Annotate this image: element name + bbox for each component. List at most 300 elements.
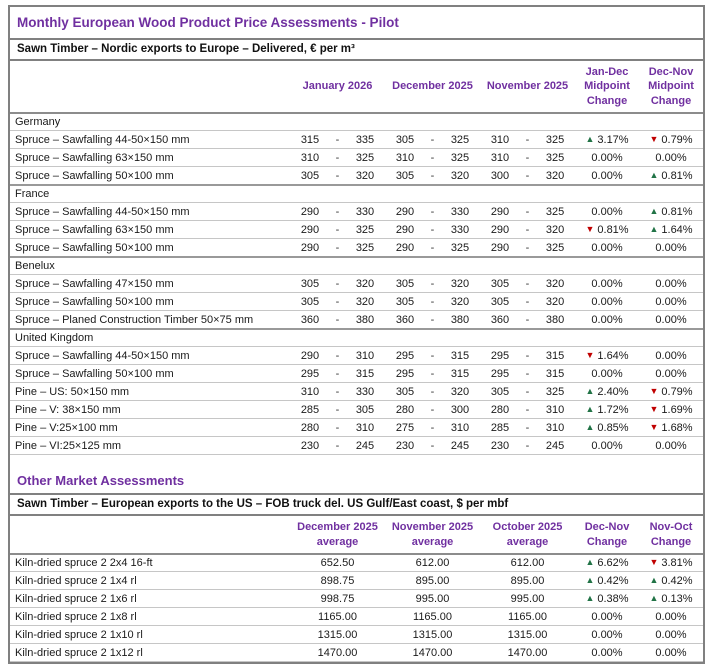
change-value: 3.81% [661,557,693,570]
col-header-dec-nov-change: Dec-Nov Change [575,516,639,554]
change-value: 0.00% [591,295,623,308]
average-value-cell: 998.75 [290,590,385,608]
range-max-cell: 310 [345,347,385,365]
average-value-cell: 1470.00 [385,644,480,662]
change-value: 0.13% [661,592,693,605]
col-header-december-2025-average: December 2025 average [290,516,385,554]
range-dash: - [520,149,535,167]
range-max-cell: 330 [345,383,385,401]
nordic-table-body [10,113,703,455]
table-row [10,149,703,167]
change-cell [575,347,639,365]
table-row [10,383,703,401]
range-max-cell: 320 [345,293,385,311]
change-cell [575,275,639,293]
range-dash: - [330,275,345,293]
change-cell [639,311,703,329]
range-max-cell: 320 [345,167,385,185]
range-dash: - [520,203,535,221]
range-min-cell: 295 [290,365,330,383]
range-dash: - [425,311,440,329]
change-value: 0.00% [591,241,623,254]
change-value: 0.00% [655,367,687,380]
range-dash: - [520,167,535,185]
change-cell [639,239,703,257]
change-value: 0.00% [655,628,687,641]
range-dash: - [330,347,345,365]
change-value: 1.64% [597,349,629,362]
range-min-cell: 305 [385,383,425,401]
up-triangle-icon: ▲ [649,205,659,216]
range-min-cell: 290 [290,221,330,239]
range-min-cell: 230 [480,437,520,455]
average-value-cell: 1165.00 [290,608,385,626]
range-min-cell: 295 [385,347,425,365]
us-exports-header-row [10,516,703,554]
range-min-cell: 295 [480,365,520,383]
up-triangle-icon: ▲ [585,421,595,432]
product-column-header-blank [10,516,290,554]
col-header-jan-dec-midpoint-change: Jan-Dec Midpoint Change [575,61,639,113]
range-dash: - [520,239,535,257]
col-header-nov-oct-change: Nov-Oct Change [639,516,703,554]
average-value-cell: 612.00 [480,554,575,572]
down-triangle-icon: ▼ [649,403,659,414]
col-header-october-2025-average: October 2025 average [480,516,575,554]
change-cell [575,644,639,662]
range-dash: - [425,275,440,293]
product-cell: Spruce – Sawfalling 47×150 mm [10,275,290,293]
range-max-cell: 310 [345,419,385,437]
table-row [10,239,703,257]
change-value: 2.40% [597,385,629,398]
down-triangle-icon: ▼ [585,349,595,360]
range-dash: - [520,365,535,383]
col-header-dec-nov-midpoint-change: Dec-Nov Midpoint Change [639,61,703,113]
change-cell [639,644,703,662]
table-row [10,311,703,329]
range-dash: - [330,239,345,257]
range-max-cell: 310 [440,419,480,437]
table-row [10,167,703,185]
change-cell [639,590,703,608]
up-triangle-icon: ▲ [649,592,659,603]
range-max-cell: 330 [345,203,385,221]
range-min-cell: 285 [290,401,330,419]
product-cell: Spruce – Sawfalling 63×150 mm [10,149,290,167]
down-triangle-icon: ▼ [649,421,659,432]
change-cell [639,221,703,239]
col-header-january-2026: January 2026 [290,61,385,113]
other-market-heading: Other Market Assessments [10,469,703,495]
average-value-cell: 1165.00 [385,608,480,626]
change-cell [639,275,703,293]
section-row [10,329,703,347]
range-dash: - [330,419,345,437]
range-min-cell: 310 [480,149,520,167]
range-dash: - [425,401,440,419]
range-min-cell: 305 [385,167,425,185]
change-cell [575,626,639,644]
range-max-cell: 315 [345,365,385,383]
range-min-cell: 230 [385,437,425,455]
average-value-cell: 1165.00 [480,608,575,626]
nordic-exports-section [10,40,703,455]
down-triangle-icon: ▼ [585,223,595,234]
range-max-cell: 245 [535,437,575,455]
up-triangle-icon: ▲ [585,592,595,603]
change-value: 0.00% [655,439,687,452]
range-dash: - [425,149,440,167]
range-dash: - [425,419,440,437]
range-dash: - [425,167,440,185]
change-value: 0.00% [655,313,687,326]
change-cell [639,131,703,149]
change-cell [575,554,639,572]
change-cell [639,365,703,383]
range-dash: - [330,131,345,149]
range-max-cell: 325 [535,383,575,401]
change-value: 0.00% [655,295,687,308]
change-value: 0.42% [597,574,629,587]
product-cell: Spruce – Sawfalling 50×100 mm [10,167,290,185]
range-min-cell: 305 [385,275,425,293]
change-value: 0.81% [597,223,629,236]
page-title: Monthly European Wood Product Price Assessments - Pilot [10,7,703,40]
down-triangle-icon: ▼ [649,385,659,396]
range-max-cell: 320 [440,293,480,311]
range-min-cell: 310 [480,131,520,149]
product-cell: Spruce – Sawfalling 50×100 mm [10,239,290,257]
up-triangle-icon: ▲ [585,403,595,414]
product-cell: Spruce – Sawfalling 63×150 mm [10,221,290,239]
range-dash: - [330,437,345,455]
section-row [10,185,703,203]
range-dash: - [425,347,440,365]
table-row [10,572,703,590]
change-cell [639,401,703,419]
change-value: 6.62% [597,557,629,570]
change-cell [639,437,703,455]
range-dash: - [520,221,535,239]
range-min-cell: 280 [290,419,330,437]
range-dash: - [425,437,440,455]
range-max-cell: 335 [345,131,385,149]
range-max-cell: 325 [440,149,480,167]
product-cell: Spruce – Sawfalling 50×100 mm [10,293,290,311]
range-dash: - [425,239,440,257]
average-value-cell: 652.50 [290,554,385,572]
range-dash: - [330,203,345,221]
change-cell [575,437,639,455]
range-min-cell: 360 [290,311,330,329]
range-min-cell: 305 [480,293,520,311]
change-value: 3.17% [597,133,629,146]
range-dash: - [425,293,440,311]
product-cell: Kiln-dried spruce 2 2x4 16-ft [10,554,290,572]
change-cell [639,572,703,590]
down-triangle-icon: ▼ [649,557,659,568]
range-max-cell: 320 [440,275,480,293]
table-row [10,221,703,239]
range-dash: - [520,401,535,419]
range-dash: - [330,293,345,311]
report-frame [8,5,705,664]
us-exports-table [10,516,703,662]
change-cell [639,167,703,185]
change-value: 0.79% [661,133,693,146]
change-value: 0.42% [661,574,693,587]
range-dash: - [425,221,440,239]
range-dash: - [330,149,345,167]
range-min-cell: 290 [385,239,425,257]
nordic-price-table [10,61,703,455]
range-min-cell: 305 [480,383,520,401]
change-value: 0.00% [591,367,623,380]
change-value: 0.00% [655,277,687,290]
range-min-cell: 290 [480,221,520,239]
range-dash: - [520,347,535,365]
change-cell [639,554,703,572]
down-triangle-icon: ▼ [649,133,659,144]
section-label: Germany [10,113,703,131]
section-label: France [10,185,703,203]
range-min-cell: 310 [290,149,330,167]
table-row [10,275,703,293]
change-value: 0.00% [591,646,623,659]
range-max-cell: 320 [535,275,575,293]
range-max-cell: 380 [535,311,575,329]
range-min-cell: 275 [385,419,425,437]
table-row [10,401,703,419]
product-cell: Pine – VI:25×125 mm [10,437,290,455]
range-max-cell: 380 [440,311,480,329]
range-min-cell: 360 [480,311,520,329]
table-row [10,293,703,311]
range-max-cell: 380 [345,311,385,329]
other-market-section [10,469,703,662]
change-cell [575,131,639,149]
average-value-cell: 1315.00 [480,626,575,644]
change-value: 0.00% [591,610,623,623]
range-min-cell: 290 [290,203,330,221]
change-cell [639,419,703,437]
range-max-cell: 325 [345,221,385,239]
range-min-cell: 305 [385,293,425,311]
table-row [10,131,703,149]
average-value-cell: 895.00 [480,572,575,590]
range-min-cell: 310 [385,149,425,167]
up-triangle-icon: ▲ [649,574,659,585]
table-row [10,626,703,644]
table-row [10,590,703,608]
us-exports-subtitle: Sawn Timber – European exports to the US – FOB truck del. US Gulf/East coast, $ per mbf [10,495,703,516]
range-max-cell: 325 [535,203,575,221]
change-value: 1.72% [597,403,629,416]
change-value: 0.00% [591,313,623,326]
change-value: 0.00% [655,241,687,254]
range-dash: - [520,383,535,401]
change-cell [575,203,639,221]
change-value: 0.00% [591,169,623,182]
change-cell [575,239,639,257]
range-min-cell: 295 [385,365,425,383]
change-cell [575,293,639,311]
range-dash: - [520,293,535,311]
up-triangle-icon: ▲ [649,169,659,180]
table-row [10,203,703,221]
product-cell: Spruce – Sawfalling 44-50×150 mm [10,347,290,365]
range-dash: - [425,203,440,221]
table-row [10,419,703,437]
nordic-table-subtitle: Sawn Timber – Nordic exports to Europe – Delivered, € per m³ [10,40,703,61]
product-cell: Kiln-dried spruce 2 1x4 rl [10,572,290,590]
change-value: 0.81% [661,169,693,182]
us-exports-table-body [10,554,703,662]
up-triangle-icon: ▲ [585,385,595,396]
range-max-cell: 325 [440,131,480,149]
range-min-cell: 280 [480,401,520,419]
change-cell [575,383,639,401]
product-cell: Kiln-dried spruce 2 1x8 rl [10,608,290,626]
range-max-cell: 325 [440,239,480,257]
range-max-cell: 325 [535,239,575,257]
change-cell [575,167,639,185]
change-cell [639,149,703,167]
range-min-cell: 310 [290,383,330,401]
range-max-cell: 315 [440,347,480,365]
change-cell [575,221,639,239]
change-cell [639,626,703,644]
range-max-cell: 315 [535,347,575,365]
change-cell [575,419,639,437]
product-cell: Pine – V: 38×150 mm [10,401,290,419]
range-min-cell: 290 [385,203,425,221]
change-value: 0.00% [591,277,623,290]
range-dash: - [425,365,440,383]
range-dash: - [520,437,535,455]
range-max-cell: 310 [535,401,575,419]
change-cell [575,311,639,329]
change-value: 0.00% [591,439,623,452]
range-dash: - [520,419,535,437]
range-min-cell: 285 [480,419,520,437]
change-value: 1.64% [661,223,693,236]
range-min-cell: 290 [290,239,330,257]
change-value: 0.79% [661,385,693,398]
change-value: 0.00% [655,151,687,164]
product-cell: Spruce – Sawfalling 44-50×150 mm [10,131,290,149]
table-row [10,608,703,626]
table-row [10,554,703,572]
change-cell [575,572,639,590]
change-cell [639,293,703,311]
range-max-cell: 325 [345,239,385,257]
range-dash: - [520,275,535,293]
change-value: 0.00% [655,349,687,362]
product-cell: Pine – US: 50×150 mm [10,383,290,401]
table-row [10,365,703,383]
range-max-cell: 320 [535,293,575,311]
average-value-cell: 898.75 [290,572,385,590]
range-max-cell: 320 [345,275,385,293]
range-dash: - [520,311,535,329]
change-cell [575,608,639,626]
range-max-cell: 320 [535,221,575,239]
change-cell [575,149,639,167]
up-triangle-icon: ▲ [649,223,659,234]
range-dash: - [330,383,345,401]
range-max-cell: 325 [535,131,575,149]
change-value: 0.00% [591,628,623,641]
nordic-header-row [10,61,703,113]
range-max-cell: 320 [440,383,480,401]
change-value: 1.69% [661,403,693,416]
average-value-cell: 1470.00 [290,644,385,662]
product-cell: Spruce – Planed Construction Timber 50×75 mm [10,311,290,329]
range-max-cell: 325 [535,149,575,167]
product-cell: Kiln-dried spruce 2 1x6 rl [10,590,290,608]
change-value: 0.00% [655,610,687,623]
up-triangle-icon: ▲ [585,574,595,585]
change-value: 1.68% [661,421,693,434]
product-cell: Kiln-dried spruce 2 1x10 rl [10,626,290,644]
change-cell [639,347,703,365]
section-gap [10,455,703,469]
range-min-cell: 305 [290,293,330,311]
range-min-cell: 290 [480,203,520,221]
range-min-cell: 305 [290,167,330,185]
average-value-cell: 995.00 [385,590,480,608]
change-value: 0.85% [597,421,629,434]
range-max-cell: 315 [440,365,480,383]
range-min-cell: 300 [480,167,520,185]
table-row [10,644,703,662]
range-max-cell: 330 [440,203,480,221]
range-min-cell: 305 [385,131,425,149]
change-cell [575,590,639,608]
range-min-cell: 305 [480,275,520,293]
range-max-cell: 300 [440,401,480,419]
average-value-cell: 1315.00 [385,626,480,644]
range-min-cell: 290 [385,221,425,239]
range-dash: - [330,167,345,185]
section-row [10,113,703,131]
range-min-cell: 295 [480,347,520,365]
col-header-november-2025: November 2025 [480,61,575,113]
range-dash: - [425,131,440,149]
col-header-november-2025-average: November 2025 average [385,516,480,554]
section-label: Benelux [10,257,703,275]
average-value-cell: 1315.00 [290,626,385,644]
table-row [10,347,703,365]
product-cell: Spruce – Sawfalling 44-50×150 mm [10,203,290,221]
table-row [10,437,703,455]
range-max-cell: 305 [345,401,385,419]
average-value-cell: 1470.00 [480,644,575,662]
average-value-cell: 895.00 [385,572,480,590]
change-cell [639,383,703,401]
section-row [10,257,703,275]
range-min-cell: 315 [290,131,330,149]
range-dash: - [330,221,345,239]
range-min-cell: 290 [480,239,520,257]
range-min-cell: 305 [290,275,330,293]
up-triangle-icon: ▲ [585,557,595,568]
product-column-header-blank [10,61,290,113]
range-min-cell: 290 [290,347,330,365]
range-max-cell: 245 [345,437,385,455]
